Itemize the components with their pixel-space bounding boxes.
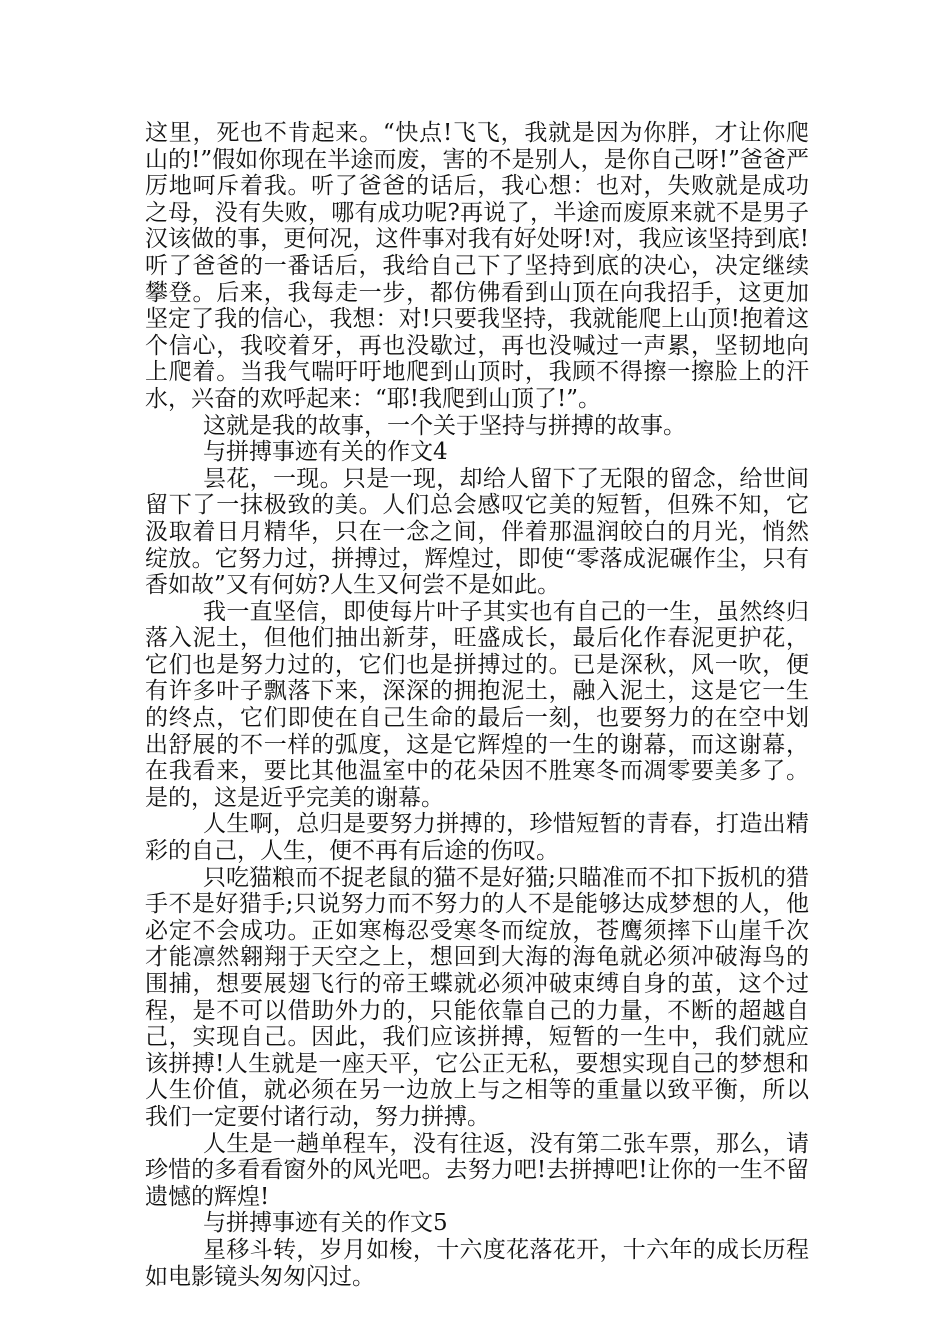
paragraph-continuation: 这里，死也不肯起来。“快点!飞飞，我就是因为你胖，才让你爬山的!”假如你现在半途而废，害的不是别人，是你自己呀!”爸爸严厉地呵斥着我。听了爸爸的话后，我心想：也对，失败就是成功之母，没有失败，哪有成功呢?再说了，半途而废原来就不是男子汉该做的事，更何况，这件事对我有好处呀!对，我应该坚持到底!听了爸爸的一番话后，我给自己下了坚持到底的决心，决定继续攀登。后来，我每走一步，都仿佛看到山顶在向我招手，这更加坚定了我的信心，我想：对!只要我坚持，我就能爬上山顶!抱着这个信心，我咬着牙，再也没歇过，再也没喊过一声累，坚韧地向上爬着。当我气喘吁吁地爬到山顶时，我顾不得擦一擦脸上的汗水，兴奋的欢呼起来：“耶!我爬到山顶了!”。 [145,120,809,412]
paragraph: 昙花，一现。只是一现，却给人留下了无限的留念，给世间留下了一抹极致的美。人们总会感叹它美的短暂，但殊不知，它汲取着日月精华，只在一念之间，伴着那温润皎白的月光，悄然绽放。它努力过，拼搏过，辉煌过，即使“零落成泥碾作尘，只有香如故”又有何妨?人生又何尝不是如此。 [145,465,809,599]
paragraph: 我一直坚信，即使每片叶子其实也有自己的一生，虽然终归落入泥土，但他们抽出新芽，旺盛成长，最后化作春泥更护花，它们也是努力过的，它们也是拼搏过的。已是深秋，风一吹，便有许多叶子飘落下来，深深的拥抱泥土，融入泥土，这是它一生的终点，它们即使在自己生命的最后一刻，也要努力的在空中划出舒展的不一样的弧度，这是它辉煌的一生的谢幕，而这谢幕，在我看来，要比其他温室中的花朵因不胜寒冬而凋零要美多了。是的，这是近乎完美的谢幕。 [145,598,809,811]
paragraph: 人生啊，总归是要努力拼搏的，珍惜短暂的青春，打造出精彩的自己，人生，便不再有后途的伤叹。 [145,811,809,865]
paragraph: 人生是一趟单程车，没有往返，没有第二张车票，那么，请珍惜的多看看窗外的风光吧。去努力吧!去拼搏吧!让你的一生不留遗憾的辉煌! [145,1130,809,1210]
paragraph: 星移斗转，岁月如梭，十六度花落花开，十六年的成长历程如电影镜头匆匆闪过。 [145,1236,809,1290]
section-heading: 与拼搏事迹有关的作文4 [203,439,448,466]
paragraph: 这就是我的故事，一个关于坚持与拼搏的故事。 [203,412,686,439]
section-heading: 与拼搏事迹有关的作文5 [203,1210,448,1237]
document-body [145,120,809,1290]
paragraph: 只吃猫粮而不捉老鼠的猫不是好猫;只瞄准而不扣下扳机的猎手不是好猎手;只说努力而不努力的人不是能够达成梦想的人，他必定不会成功。正如寒梅忍受寒冬而绽放，苍鹰须摔下山崖千次才能凛然翱翔于天空之上，想回到大海的海龟就必须冲破海鸟的围捕，想要展翅飞行的帝王蝶就必须冲破束缚自身的茧，这个过程，是不可以借助外力的，只能依靠自己的力量，不断的超越自己，实现自己。因此，我们应该拼搏，短暂的一生中，我们就应该拼搏!人生就是一座天平，它公正无私，要想实现自己的梦想和人生价值，就必须在另一边放上与之相等的重量以致平衡，所以我们一定要付诸行动，努力拼搏。 [145,864,809,1130]
